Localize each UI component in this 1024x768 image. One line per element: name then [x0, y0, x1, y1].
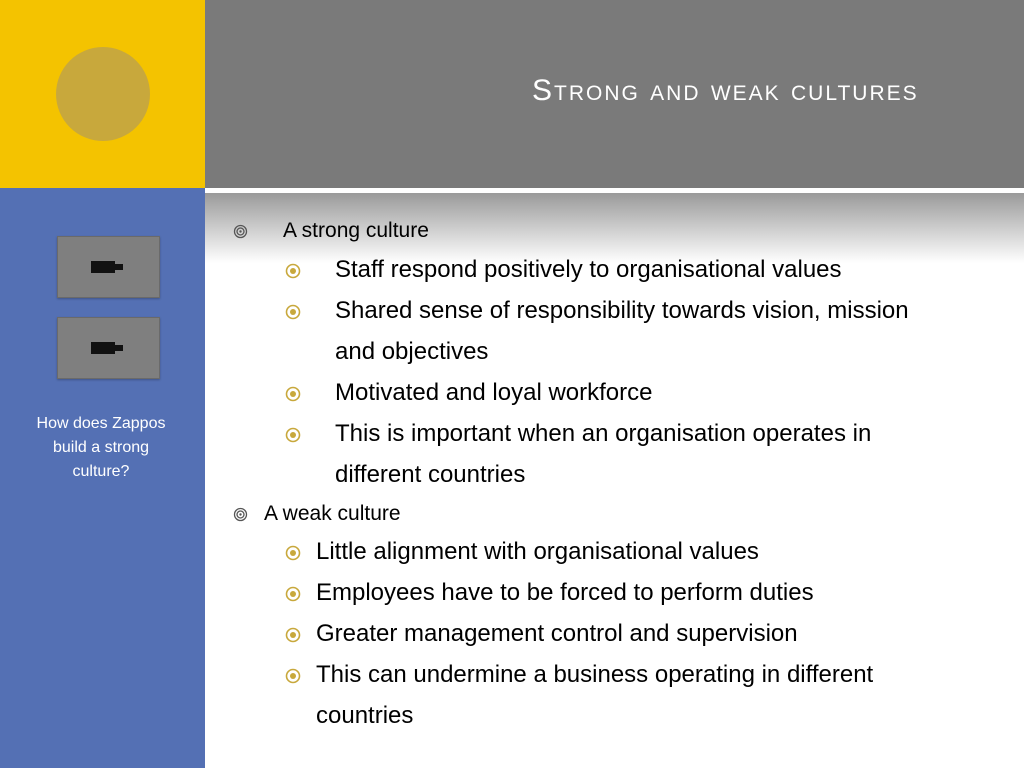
video-button-1[interactable] [57, 236, 160, 298]
section-heading: A strong culture [283, 219, 429, 242]
list-item: Shared sense of responsibility towards vision, mission [335, 297, 909, 324]
caption-line: build a strong [52, 439, 150, 456]
ring-bullet-icon [233, 507, 248, 522]
decorative-circle [56, 47, 150, 141]
dot-bullet-icon [285, 545, 301, 561]
list-item: Little alignment with organisational values [316, 538, 759, 565]
section-heading: A weak culture [264, 502, 401, 525]
caption-line: How does Zappos [36, 415, 166, 432]
list-item-continuation: different countries [335, 461, 526, 488]
dot-bullet-icon [285, 627, 301, 643]
list-item: Motivated and loyal workforce [335, 379, 653, 406]
list-item: This can undermine a business operating in different [316, 661, 874, 688]
list-item-continuation: and objectives [335, 338, 489, 365]
sidebar-caption [20, 412, 182, 484]
dot-bullet-icon [285, 668, 301, 684]
camera-icon [91, 340, 127, 356]
list-item: This is important when an organisation operates in [335, 420, 872, 447]
ring-bullet-icon [233, 224, 248, 239]
camera-icon [91, 259, 127, 275]
list-item: Employees have to be forced to perform duties [316, 579, 814, 606]
dot-bullet-icon [285, 427, 301, 443]
dot-bullet-icon [285, 304, 301, 320]
dot-bullet-icon [285, 263, 301, 279]
dot-bullet-icon [285, 386, 301, 402]
dot-bullet-icon [285, 586, 301, 602]
corner-accent-block [0, 0, 205, 188]
slide-title: Strong and weak cultures [532, 74, 919, 107]
list-item: Greater management control and supervision [316, 620, 798, 647]
list-item-continuation: countries [316, 702, 414, 729]
list-item: Staff respond positively to organisational values [335, 256, 842, 283]
video-button-2[interactable] [57, 317, 160, 379]
caption-line: culture? [72, 463, 130, 480]
